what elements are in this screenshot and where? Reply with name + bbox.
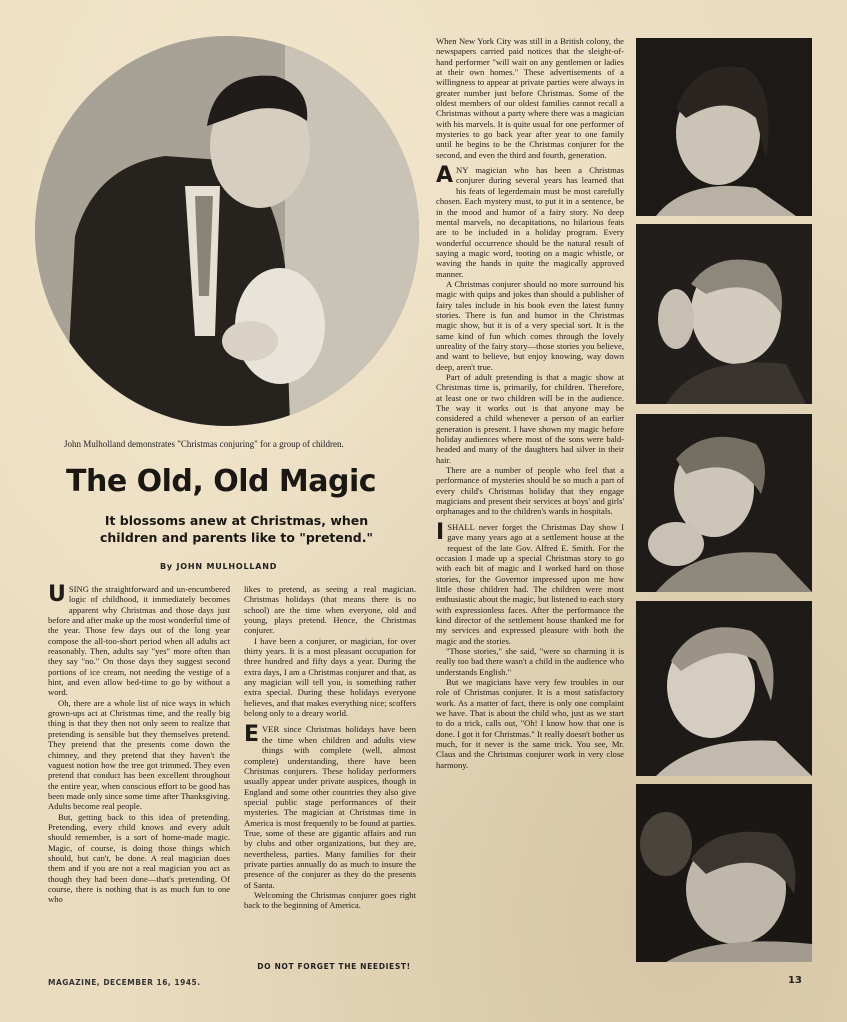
photo-caption: John Mulholland demonstrates "Christmas conjuring" for a group of children.: [64, 439, 344, 449]
paragraph: A Christmas conjurer should no more surround his magic with quips and jokes than should a publisher of fairy tales include in his book even the latest funny stories. There is fun and humor in the Christmas magic show, but it is of a very special sort. It is the same kind of fun which comes through the lovely unreality of the fairy story—those stories you believe, and want to believe, but enjoy knowing, way down deep, aren't true.: [436, 278, 624, 372]
child-photo-1: [636, 38, 812, 216]
paragraph: But we magicians have very few troubles in our role of Christmas conjurer. It is a most satisfactory work. As a matter of fact, there is only one complaint we have. That is about the child who, just as we start to do a trick, calls out, "Oh! I know how that one is done. I got it for Christmas." It really doesn't bother us much, for it never is the same trick. You see, Mr. Claus and the Christmas conjurer work in very close harmony.: [436, 676, 624, 770]
article-byline: By JOHN MULHOLLAND: [160, 562, 278, 571]
drop-cap: I: [436, 519, 445, 545]
article-deck: It blossoms anew at Christmas, when children and parents like to "pretend.": [100, 513, 373, 545]
paragraph: USING the straightforward and un-encumbered logic of childhood, it immediately becomes apparent why Christmas and those days just before and after make up the most wonderful time of the year. Those few days out of the long year compose the all-too-short period when all adults act reasonably. Then, adults say "yes" more often than they say "no." On those days they suggest second portions of ice cream, not needing the vestige of a hint, and even allow bed-time to go by without a word.: [48, 582, 230, 698]
paragraph: But, getting back to this idea of pretending. Pretending, every child knows and every adult should remember, is a sort of home-made magic. Magic, of course, is doing those things which should, but can't, be done. A real magician does them and if you are not a real magician you act as though they had been done—that's pretending. Of course, there is nothing that is as much fun to one who: [48, 811, 230, 905]
text-column-2: [244, 584, 416, 911]
drop-cap: E: [244, 722, 260, 748]
child-photo-3: [636, 414, 812, 592]
paragraph: Oh, there are a whole list of nice ways in which grown-ups act at Christmas time, and the really big thing is that they then not only seem to realize that pretending is sensible but they themselves pretend. They pretend that the presents come down the chimney, and they pretend that they haven't the vaguest notion how the tree got trimmed. They even pretend that conduct has been excellent throughout the entire year, when conscious effort to be good has been made only since some time after Thanksgiving. Adults become real people.: [48, 697, 230, 812]
paragraph: likes to pretend, as seeing a real magician. Christmas holidays (that means there is no school) are the time when everyone, old and young, plays pretend. Hence, the Christmas conjurer.: [244, 584, 416, 636]
child-photo-2: [636, 224, 812, 404]
neediest-notice: DO NOT FORGET THE NEEDIEST!: [257, 962, 411, 971]
paragraph: "Those stories," she said, "were so charming it is really too bad there wasn't a child in the audience who understands English.": [436, 645, 624, 677]
drop-cap: U: [48, 582, 66, 607]
paragraph: Welcoming the Christmas conjurer goes right back to the beginning of America.: [244, 889, 416, 911]
article-headline: The Old, Old Magic: [66, 464, 377, 499]
drop-cap: A: [436, 163, 454, 189]
child-photo-5: [636, 784, 812, 962]
paragraph: EVER since Christmas holidays have been the time when children and adults view things with complete (well, almost complete) understanding, there have been Christmas conjurers. These holiday performers usually appear under private auspices, though in England and some other countries they also give special public stage performances of their mysteries. The magician at Christmas time in America is most frequently to be found at parties. True, some of these are gigantic affairs and run by clubs and other organizations, but they are, nevertheless, parties. Many families for their private parties annually do as much to insure the presence of the conjurer as they do the presents of Santa.: [244, 722, 416, 890]
magician-photo: [35, 36, 419, 426]
paragraph: ANY magician who has been a Christmas conjurer during several years has learned that his feats of legerdemain must be most carefully chosen. Each mystery must, to put it in a sentence, be in the mood and humor of a fairy story. No deep mental marvels, no decapitations, no hilarious feats are to be included in a holiday program. Every wonderful occurrence should be the natural result of saying a magic word, tooting on a magic whistle, or waving the hands in quite the magically approved manner.: [436, 163, 624, 279]
paragraph: There are a number of people who feel that a performance of mysteries should be so much a part of every child's Christmas holiday that they engage magicians and present their services at boys' and girls' orphanages and to the children's wards in hospitals.: [436, 465, 624, 517]
magazine-footer: MAGAZINE, DECEMBER 16, 1945.: [48, 978, 201, 987]
paragraph: ISHALL never forget the Christmas Day show I gave many years ago at a settlement house at the request of the late Gov. Alfred E. Smith. For the occasion I made up a special Christmas story to go with each bit of magic and I worked hard on those stories, for the Governor impressed upon me how little those children had. The children were most enthusiastic about the magic, but listened to each story with expressionless faces. After the performance the kind director of the settlement house thanked me for my services and expressed pleasure with both the magic and the stories.: [436, 519, 624, 646]
text-column-1: [48, 584, 230, 905]
child-photo-4: [636, 601, 812, 776]
paragraph: I have been a conjurer, or magician, for over thirty years. It is a most pleasant occupation for three hundred and fifty days a year. During the extra days, I am a Christmas conjurer and that, as any magician will tell you, is something rather extra special. During these holidays everyone believes, and that makes everything nice; scoffers belong only to a dreary world.: [244, 635, 416, 719]
text-column-3: [436, 36, 624, 770]
page-number: 13: [788, 975, 802, 986]
paragraph: Part of adult pretending is that a magic show at Christmas time is, primarily, for children. Therefore, at least one or two children will be in the audience. The way it works out is that anyone may be considered a child whenever a person of an earlier generation is present. I have shown my magic before holiday audiences where most of the sons were bald-headed and many of the daughters had silver in their hair.: [436, 372, 624, 465]
paragraph: When New York City was still in a British colony, the newspapers carried paid notices that the sleight-of-hand performer "will wait on any gentlemen or ladies at their own homes." These advertisements of a willingness to appear at private parties were always in greater number just before Christmas. Some of the oldest members of our oldest families cannot recall a Christmas without a party where there was a magician with his marvels. It is quite usual for one performer of mysteries to go back year after year to one family until he begins to be the Christmas conjurer for the second, and even the third and fourth, generation.: [436, 36, 624, 160]
